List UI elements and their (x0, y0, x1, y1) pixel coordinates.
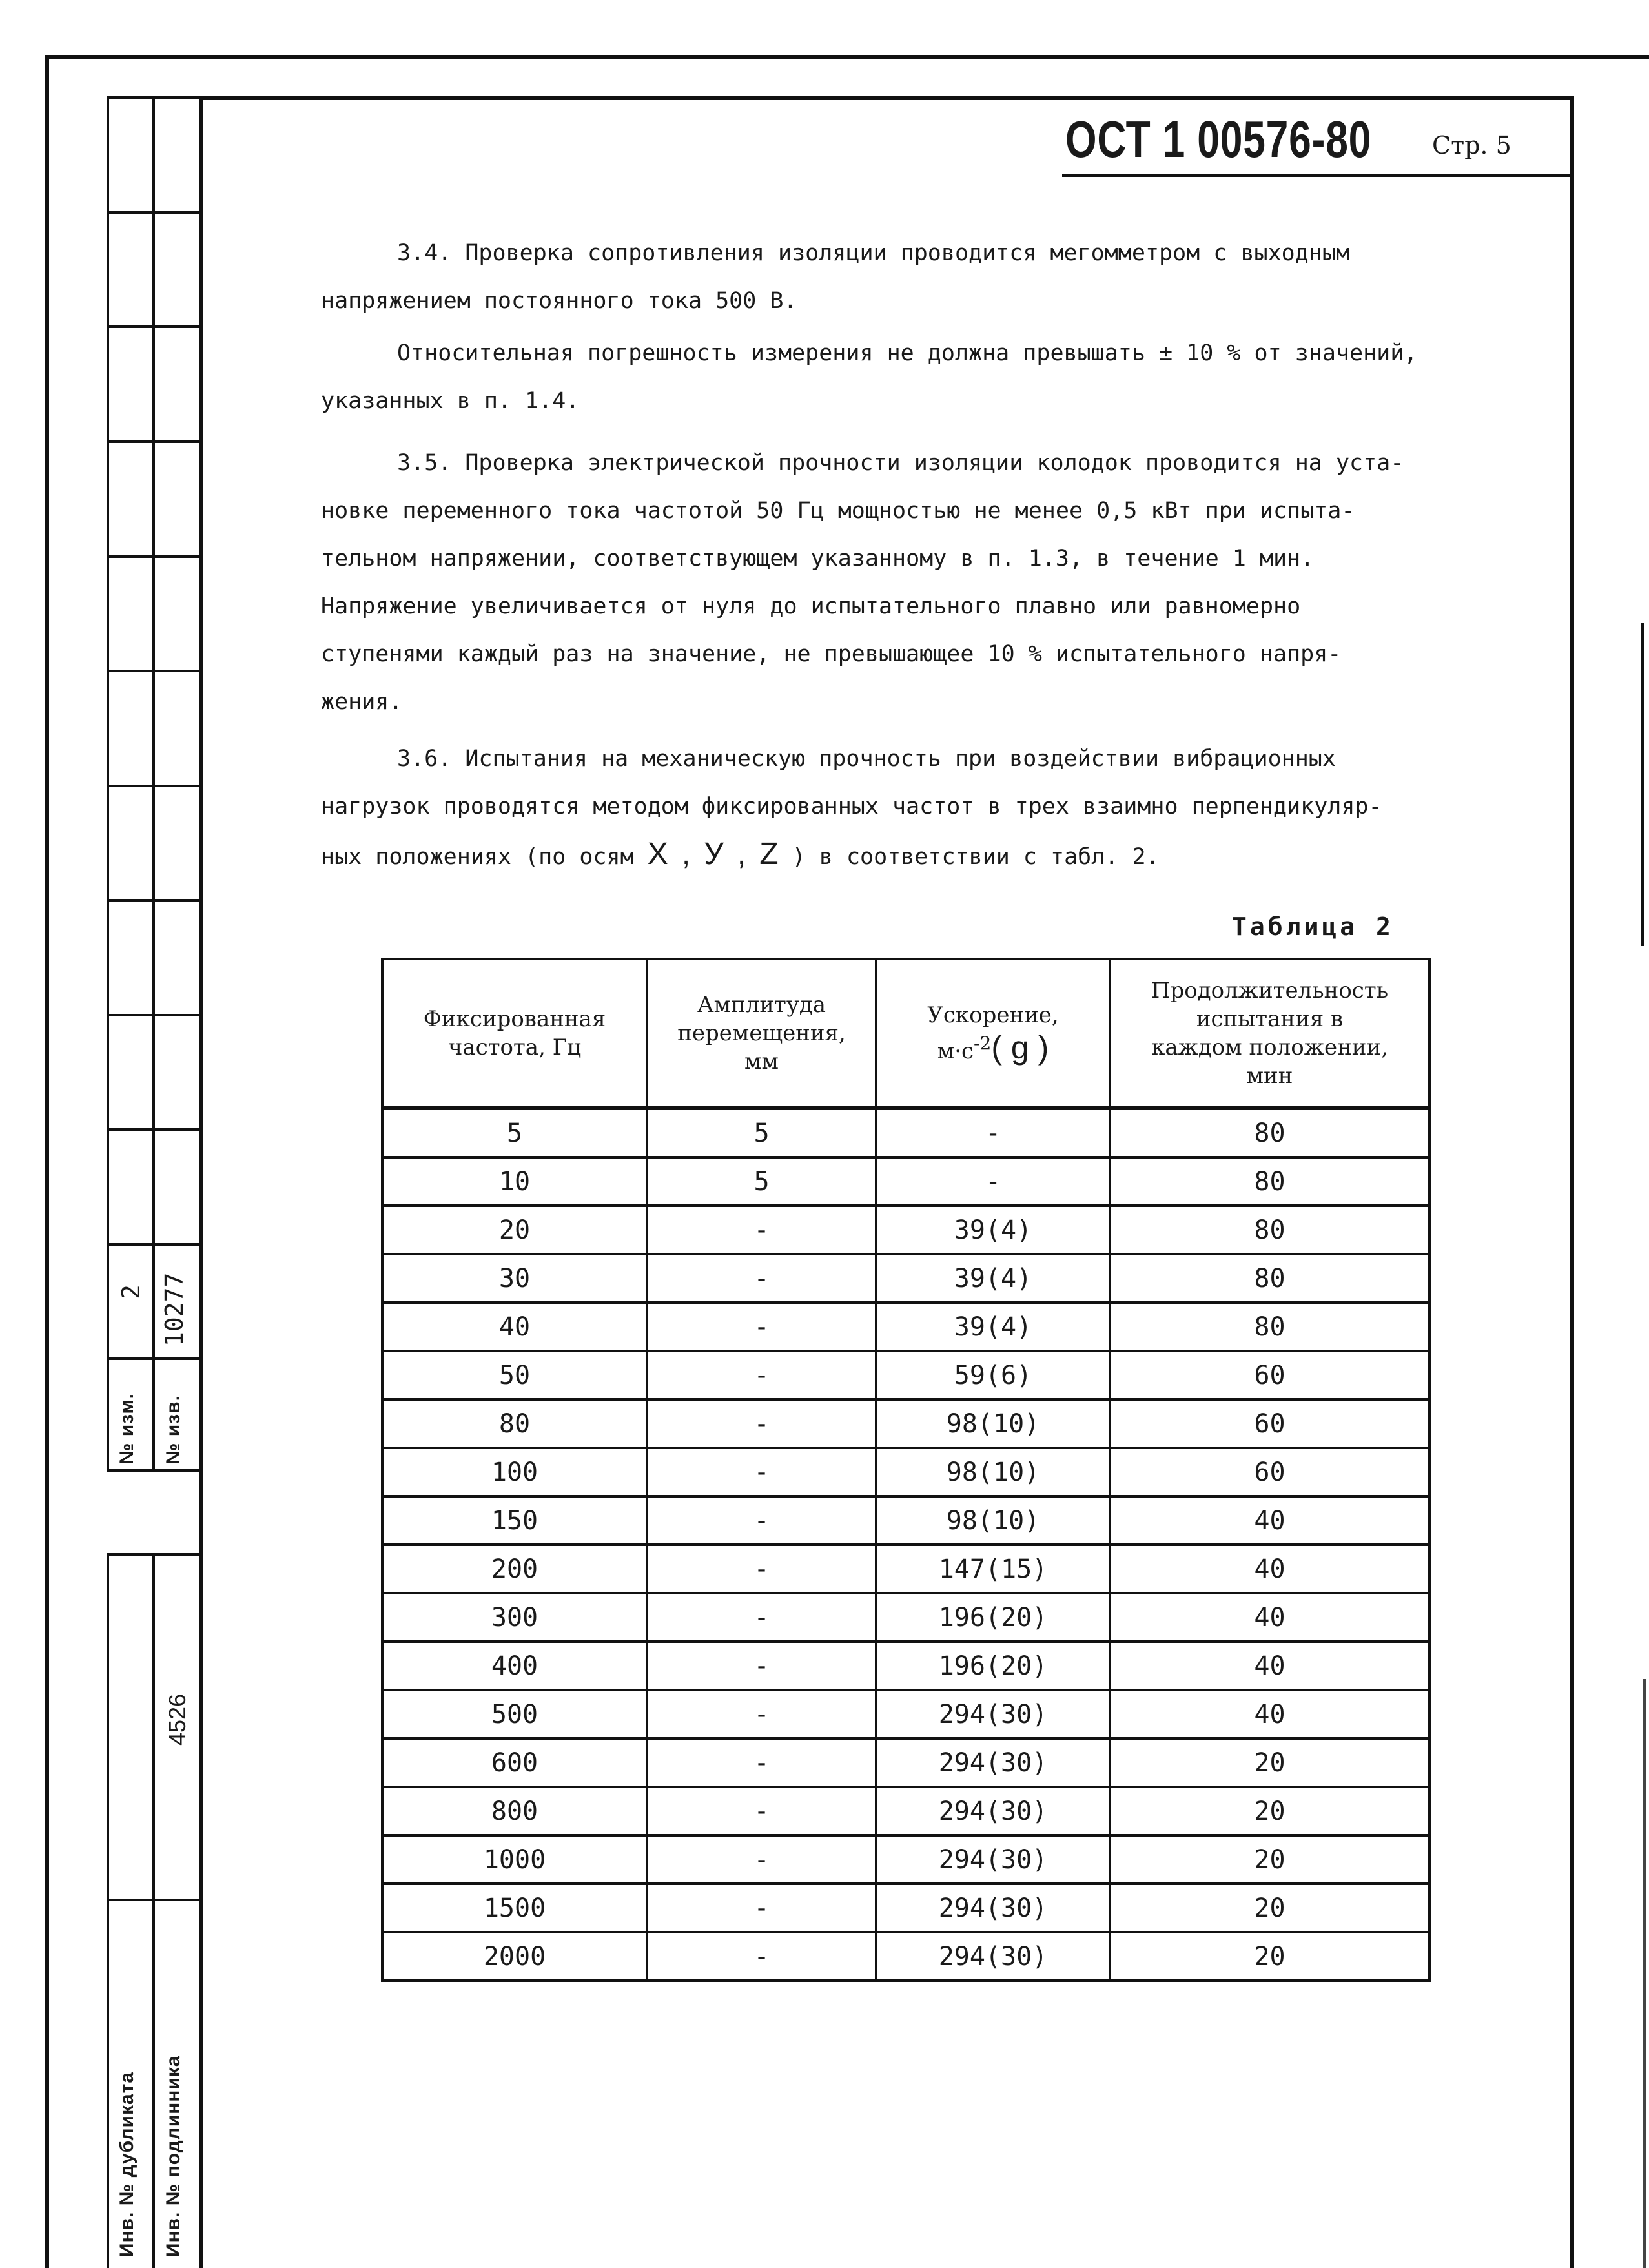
table-row (382, 1884, 1429, 1932)
cell-acceleration: 294(30) (876, 1690, 1110, 1738)
margin-strip-divider (107, 670, 199, 672)
margin-strip-left-line (107, 96, 109, 1471)
cell-acceleration: 59(6) (876, 1351, 1110, 1399)
paragraph-line-axes (321, 830, 1535, 881)
paragraph-accuracy (321, 329, 1535, 425)
table-row (382, 1496, 1429, 1545)
axis-z-symbol: Z (759, 837, 779, 871)
cell-amplitude: - (647, 1787, 876, 1835)
paragraph-3-6 (321, 735, 1535, 881)
cell-amplitude: - (647, 1448, 876, 1496)
cell-acceleration: 196(20) (876, 1593, 1110, 1642)
cell-amplitude: - (647, 1932, 876, 1981)
cell-frequency: 50 (382, 1351, 647, 1399)
cell-acceleration: 147(15) (876, 1545, 1110, 1593)
axes-outro-text: ) в соответствии с табл. 2. (792, 844, 1160, 870)
cell-acceleration: 98(10) (876, 1496, 1110, 1545)
cell-acceleration: 39(4) (876, 1206, 1110, 1254)
cell-frequency: 1000 (382, 1835, 647, 1884)
change-number: 2 (117, 1284, 145, 1299)
header-line: испытания в (1196, 1006, 1344, 1032)
paragraph-line: Относительная погрешность измерения не должна превышать ± 10 % от значений, (397, 340, 1418, 366)
cell-frequency: 20 (382, 1206, 647, 1254)
header-line: Ускорение, (927, 1002, 1059, 1028)
cell-duration: 20 (1110, 1738, 1429, 1787)
margin-strip-divider (107, 1014, 199, 1016)
cell-duration: 80 (1110, 1206, 1429, 1254)
table-header-row (382, 959, 1429, 1108)
cell-frequency: 40 (382, 1303, 647, 1351)
cell-acceleration: 294(30) (876, 1787, 1110, 1835)
cell-frequency: 800 (382, 1787, 647, 1835)
header-line: частота, Гц (447, 1035, 582, 1060)
table-body (382, 1108, 1429, 1981)
cell-amplitude: - (647, 1496, 876, 1545)
cell-duration: 20 (1110, 1835, 1429, 1884)
table-row (382, 1835, 1429, 1884)
cell-duration: 80 (1110, 1157, 1429, 1206)
cell-amplitude: 5 (647, 1157, 876, 1206)
lower-strip-mid-line (152, 1553, 155, 2268)
paragraph-line: указанных в п. 1.4. (321, 388, 580, 414)
cell-duration: 40 (1110, 1642, 1429, 1690)
table-row (382, 1545, 1429, 1593)
cell-amplitude: - (647, 1642, 876, 1690)
header-acceleration (876, 959, 1110, 1108)
cell-duration: 40 (1110, 1545, 1429, 1593)
cell-duration: 20 (1110, 1932, 1429, 1981)
cell-frequency: 300 (382, 1593, 647, 1642)
cell-amplitude: - (647, 1835, 876, 1884)
cell-duration: 60 (1110, 1448, 1429, 1496)
notice-number: 10277 (160, 1272, 189, 1346)
cell-duration: 80 (1110, 1254, 1429, 1303)
change-number-label: № изм. (116, 1393, 138, 1465)
cell-acceleration: 98(10) (876, 1399, 1110, 1448)
table-row (382, 1303, 1429, 1351)
cell-duration: 80 (1110, 1303, 1429, 1351)
cell-duration: 60 (1110, 1351, 1429, 1399)
document-code: ОСТ 1 00576-80 (1065, 110, 1372, 168)
cell-acceleration: 294(30) (876, 1932, 1110, 1981)
table-row (382, 1157, 1429, 1206)
cell-frequency: 100 (382, 1448, 647, 1496)
paragraph-line: новке переменного тока частотой 50 Гц мощностью не менее 0,5 кВт при испыта- (321, 498, 1355, 524)
header-line: перемещения, (677, 1020, 846, 1046)
cell-acceleration: 294(30) (876, 1835, 1110, 1884)
header-unit-line (877, 1029, 1109, 1066)
accel-unit: м·с (937, 1038, 974, 1064)
header-rule (1062, 174, 1571, 177)
cell-duration: 40 (1110, 1593, 1429, 1642)
cell-amplitude: - (647, 1254, 876, 1303)
notice-number-label: № изв. (163, 1395, 184, 1465)
cell-amplitude: - (647, 1738, 876, 1787)
paragraph-line: 3.5. Проверка электрической прочности изоляции колодок проводится на уста- (397, 450, 1404, 476)
inventory-number: 4526 (164, 1693, 190, 1746)
cell-acceleration: 196(20) (876, 1642, 1110, 1690)
paragraph-line: ступенями каждый раз на значение, не превышающее 10 % испытательного напря- (321, 641, 1342, 667)
vibration-test-table (381, 958, 1431, 1982)
table-row (382, 1206, 1429, 1254)
cell-duration: 60 (1110, 1399, 1429, 1448)
axis-separator: , (737, 837, 746, 871)
table-row (382, 1351, 1429, 1399)
margin-strip-divider (107, 440, 199, 443)
paragraph-line: 3.6. Испытания на механическую прочность при воздействии вибрационных (397, 746, 1336, 772)
header-duration (1110, 959, 1429, 1108)
cell-acceleration: 294(30) (876, 1738, 1110, 1787)
cell-duration: 80 (1110, 1108, 1429, 1157)
table-row (382, 1642, 1429, 1690)
table-row (382, 1593, 1429, 1642)
header-frequency (382, 959, 647, 1108)
lower-strip-top (107, 1553, 199, 1556)
paragraph-line: напряжением постоянного тока 500 В. (321, 288, 797, 314)
cell-acceleration: 294(30) (876, 1884, 1110, 1932)
header-line: мин (1246, 1063, 1293, 1089)
table-row (382, 1448, 1429, 1496)
cell-acceleration: 98(10) (876, 1448, 1110, 1496)
header-line: каждом положении, (1151, 1035, 1388, 1060)
cell-frequency: 600 (382, 1738, 647, 1787)
margin-strip-divider (107, 1357, 199, 1360)
scan-edge-mark-lower (1643, 1679, 1646, 2268)
margin-strip-mid-line (152, 96, 155, 1471)
paragraph-3-5 (321, 439, 1535, 726)
accel-exponent: -2 (974, 1033, 992, 1054)
accel-g-unit: ( g ) (991, 1029, 1049, 1066)
cell-amplitude: - (647, 1206, 876, 1254)
lower-strip-left-line (107, 1553, 109, 2268)
axis-x-symbol: X (647, 837, 668, 871)
page-number: Стр. 5 (1432, 131, 1511, 160)
table-row (382, 1787, 1429, 1835)
cell-duration: 40 (1110, 1496, 1429, 1545)
header-line: мм (744, 1049, 779, 1075)
cell-amplitude: - (647, 1351, 876, 1399)
paragraph-line: жения. (321, 689, 403, 715)
cell-acceleration: - (876, 1157, 1110, 1206)
margin-strip-divider (107, 785, 199, 787)
table-row (382, 1932, 1429, 1981)
cell-amplitude: - (647, 1303, 876, 1351)
table-row (382, 1399, 1429, 1448)
cell-acceleration: 39(4) (876, 1254, 1110, 1303)
table-row (382, 1108, 1429, 1157)
lower-strip-divider (107, 1899, 199, 1901)
cell-amplitude: - (647, 1593, 876, 1642)
scan-edge-mark (1641, 623, 1644, 946)
cell-duration: 20 (1110, 1884, 1429, 1932)
axes-intro-text: ных положениях (по осям (321, 844, 634, 870)
table-row (382, 1690, 1429, 1738)
header-line: Продолжительность (1151, 978, 1389, 1004)
margin-strip-divider (107, 1128, 199, 1131)
header-amplitude (647, 959, 876, 1108)
paragraph-line: Напряжение увеличивается от нуля до испытательного плавно или равномерно (321, 593, 1301, 619)
paragraph-3-4 (321, 229, 1535, 325)
margin-strip-divider (107, 899, 199, 902)
table-caption: Таблица 2 (1232, 912, 1394, 941)
cell-acceleration: - (876, 1108, 1110, 1157)
cell-frequency: 200 (382, 1545, 647, 1593)
cell-amplitude: - (647, 1399, 876, 1448)
cell-frequency: 2000 (382, 1932, 647, 1981)
paragraph-line: 3.4. Проверка сопротивления изоляции проводится мегомметром с выходным (397, 240, 1350, 266)
paragraph-line: тельном напряжении, соответствующем указанному в п. 1.3, в течение 1 мин. (321, 546, 1315, 572)
cell-frequency: 400 (382, 1642, 647, 1690)
cell-frequency: 1500 (382, 1884, 647, 1932)
margin-strip-divider (107, 555, 199, 558)
paragraph-line: нагрузок проводятся методом фиксированных частот в трех взаимно перпендикуляр- (321, 794, 1382, 820)
header-line: Фиксированная (423, 1006, 606, 1032)
cell-frequency: 150 (382, 1496, 647, 1545)
cell-frequency: 80 (382, 1399, 647, 1448)
margin-strip-divider (107, 211, 199, 214)
cell-frequency: 500 (382, 1690, 647, 1738)
cell-frequency: 10 (382, 1157, 647, 1206)
cell-duration: 20 (1110, 1787, 1429, 1835)
table-row (382, 1254, 1429, 1303)
axis-y-symbol: У (704, 837, 724, 871)
margin-strip-divider (107, 325, 199, 328)
cell-amplitude: 5 (647, 1108, 876, 1157)
cell-duration: 40 (1110, 1690, 1429, 1738)
cell-amplitude: - (647, 1545, 876, 1593)
margin-strip-divider (107, 1243, 199, 1246)
cell-amplitude: - (647, 1690, 876, 1738)
axis-separator: , (681, 837, 691, 871)
header-line: Амплитуда (697, 992, 826, 1018)
cell-frequency: 5 (382, 1108, 647, 1157)
table-row (382, 1738, 1429, 1787)
cell-acceleration: 39(4) (876, 1303, 1110, 1351)
duplicate-inventory-label: Инв. № дубликата (116, 2071, 138, 2257)
cell-frequency: 30 (382, 1254, 647, 1303)
original-inventory-label: Инв. № подлинника (163, 2055, 184, 2257)
margin-strip-divider (107, 1469, 199, 1472)
cell-amplitude: - (647, 1884, 876, 1932)
